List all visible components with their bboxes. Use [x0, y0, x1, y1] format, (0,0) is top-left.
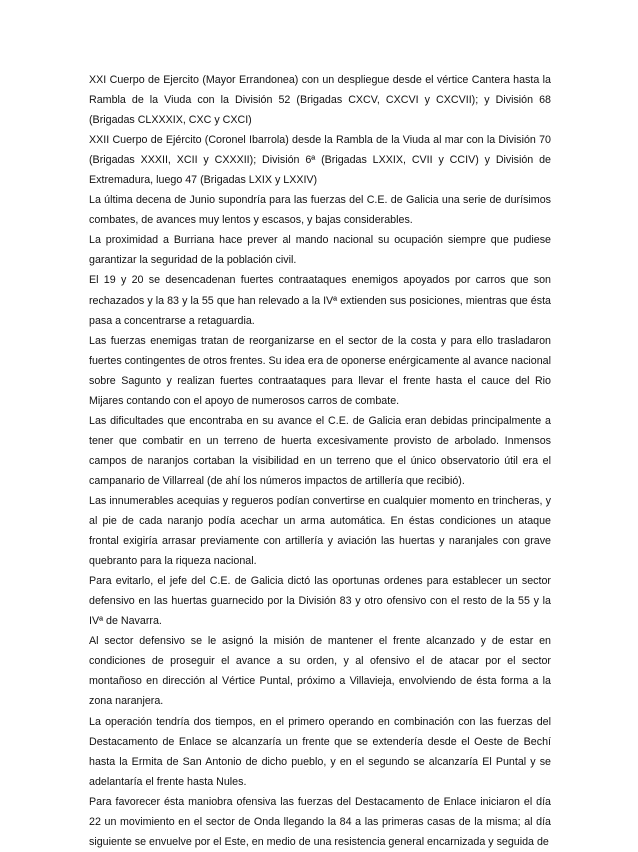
paragraph-10: Al sector defensivo se le asignó la misión de mantener el frente alcanzado y de estar en condiciones de proseguir el avance a su orden, y al ofensivo el de atacar por el sector montañoso en dirección al Vértice Puntal, próximo a Villavieja, envolviendo de ésta forma a la zona naranjera.: [89, 635, 551, 708]
paragraph-6: Las fuerzas enemigas tratan de reorganizarse en el sector de la costa y para ello trasladaron fuertes contingentes de otros frentes. Su idea era de oponerse enérgicamente al avance nacional sobre Sagunto y realizan fuertes contraataques para llevar el frente hasta el cauce del Rio Mijares contando con el apoyo de numerosos carros de combate.: [89, 334, 551, 407]
document-body: [89, 70, 551, 852]
paragraph-11: La operación tendría dos tiempos, en el primero operando en combinación con las fuerzas del Destacamento de Enlace se alcanzaría un frente que se extendería desde el Oeste de Bechí hasta la Ermita de San Antonio de dicho pueblo, y en el segundo se alcanzaría El Puntal y se adelantaría el frente hasta Nules.: [89, 715, 551, 788]
paragraph-9: Para evitarlo, el jefe del C.E. de Galicia dictó las oportunas ordenes para establecer un sector defensivo en las huertas guarnecido por la División 83 y otro ofensivo con el resto de la 55 y la IVª de Navarra.: [89, 575, 551, 628]
paragraph-5: El 19 y 20 se desencadenan fuertes contraataques enemigos apoyados por carros que son rechazados y la 83 y la 55 que han relevado a la IVª extienden sus posiciones, mientras que ésta pasa a concentrarse a retaguardia.: [89, 274, 551, 327]
paragraph-4: La proximidad a Burriana hace prever al mando nacional su ocupación siempre que pudiese garantizar la seguridad de la población civil.: [89, 234, 551, 267]
paragraph-7: Las dificultades que encontraba en su avance el C.E. de Galicia eran debidas principalmente a tener que combatir en un terreno de huerta excesivamente provisto de arbolado. Inmensos campos de naranjos cortaban la visibilidad en un terreno que el único observatorio útil era el campanario de Villarreal (de ahí los números impactos de artillería que recibió).: [89, 414, 551, 487]
paragraph-2: XXII Cuerpo de Ejército (Coronel Ibarrola) desde la Rambla de la Viuda al mar con la División 70 (Brigadas XXXII, XCII y CXXXII); División 6ª (Brigadas LXXIX, CVII y CCIV) y División de Extremadura, luego 47 (Brigadas LXIX y LXXIV): [89, 134, 551, 187]
paragraph-3: La última decena de Junio supondría para las fuerzas del C.E. de Galicia una serie de durísimos combates, de avances muy lentos y escasos, y bajas considerables.: [89, 194, 551, 227]
paragraph-12: Para favorecer ésta maniobra ofensiva las fuerzas del Destacamento de Enlace iniciaron el día 22 un movimiento en el sector de Onda llegando la 84 a las primeras casas de la misma; al día siguiente se envuelve por el Este, en medio de una resistencia general encarnizada y seguida de: [89, 795, 551, 848]
paragraph-8: Las innumerables acequias y regueros podían convertirse en cualquier momento en trincheras, y al pie de cada naranjo podía acechar un arma automática. En éstas condiciones un ataque frontal exigiría arrasar previamente con artillería y aviación las huertas y naranjales con grave quebranto para la riqueza nacional.: [89, 494, 551, 568]
paragraph-1: XXI Cuerpo de Ejercito (Mayor Errandonea) con un despliegue desde el vértice Cantera hasta la Rambla de la Viuda con la División 52 (Brigadas CXCV, CXCVI y CXCVII); y División 68 (Brigadas CLXXXIX, CXC y CXCI): [89, 74, 551, 127]
